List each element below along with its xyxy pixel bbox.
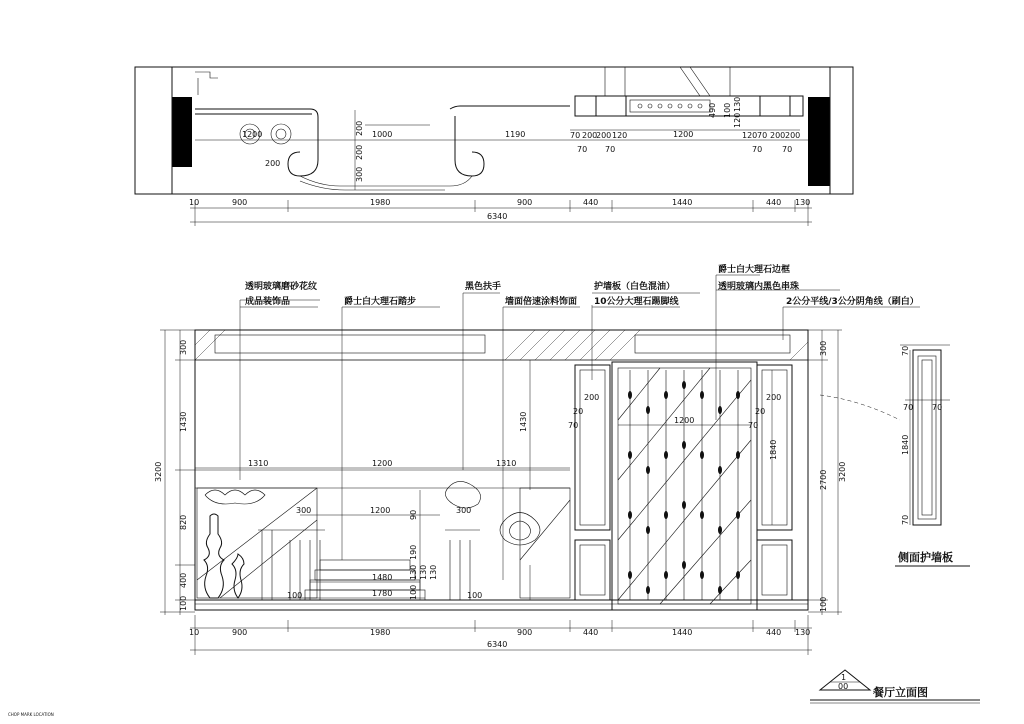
label-marble-frame: 爵士白大理石边框 — [718, 265, 791, 275]
elev-stair-dim: 130 — [409, 564, 418, 580]
plan-bottom-dim: 900 — [517, 198, 533, 207]
elev-inner-dim: 300 — [296, 506, 312, 515]
plan-dim: 100 — [723, 102, 732, 118]
plan-dim: 200 — [770, 131, 786, 140]
plan-bottom-dim: 440 — [583, 198, 599, 207]
side-dim: 70 — [932, 403, 943, 412]
elev-inner-dim: 1780 — [372, 589, 393, 598]
plan-dim: 1200 — [673, 130, 694, 139]
elev-right-total: 3200 — [838, 461, 847, 482]
plan-dim: 490 — [708, 102, 717, 118]
plan-dim: 70 — [577, 145, 588, 154]
elev-inner-dim: 1200 — [372, 459, 393, 468]
elev-inner-dim: 200 — [766, 393, 782, 402]
elev-inner-dim: 70 — [568, 421, 579, 430]
plan-dim: 1190 — [505, 130, 526, 139]
elev-right-dim: 100 — [819, 596, 828, 612]
elev-left-dim: 400 — [179, 572, 188, 588]
plan-right-wall-block — [808, 97, 830, 186]
plan-dot-row — [638, 104, 702, 108]
elev-left-dim: 300 — [179, 339, 188, 355]
right-railing — [445, 481, 481, 600]
elev-stair-dim: 100 — [409, 584, 418, 600]
elev-inner-dim: 1310 — [496, 459, 517, 468]
plan-dim: 70 — [570, 131, 581, 140]
elev-bottom-dim: 900 — [517, 628, 533, 637]
plan-dim: 200 — [785, 131, 801, 140]
side-dim: 70 — [901, 345, 910, 356]
side-title: 侧面护墙板 — [898, 551, 953, 564]
elev-inner-dim: 300 — [456, 506, 472, 515]
plan-bottom-dim: 10 — [189, 198, 200, 207]
plan-bottom-dim: 130 — [795, 198, 811, 207]
plan-dim: 70 — [757, 131, 768, 140]
elev-stair-dim: 130 — [419, 564, 428, 580]
plan-dim: 120 — [612, 131, 628, 140]
side-dim: 1840 — [901, 434, 910, 455]
elev-inner-dim: 1310 — [248, 459, 269, 468]
plan-dim: 130 — [733, 96, 742, 112]
elev-bottom-dim: 1980 — [370, 628, 391, 637]
plan-bottom-dim: 440 — [766, 198, 782, 207]
plan-dim: 120 — [742, 131, 758, 140]
elev-right-dim: 2700 — [819, 469, 828, 490]
elev-left-dim: 820 — [179, 514, 188, 530]
drawing-title: 餐厅立面图 — [873, 686, 928, 699]
plan-dim: 70 — [605, 145, 616, 154]
side-panel-view — [820, 345, 970, 566]
elev-bottom-dim: 10 — [189, 628, 200, 637]
elev-inner-dim: 1200 — [370, 506, 391, 515]
label-glass-beads: 透明玻璃内黑色串珠 — [718, 282, 800, 292]
plan-dim: 120 — [733, 112, 742, 128]
plan-dim: 70 — [782, 145, 793, 154]
title-block — [8, 670, 980, 717]
elev-stair-dim: 190 — [409, 544, 418, 560]
plan-bottom-dim: 900 — [232, 198, 248, 207]
plan-dim: 200 — [582, 131, 598, 140]
elev-bottom-dim: 130 — [795, 628, 811, 637]
elev-inner-dim: 1430 — [519, 411, 528, 432]
label-marble-step: 爵士白大理石踏步 — [344, 297, 417, 307]
elev-inner-dim: 100 — [467, 591, 483, 600]
side-dim: 70 — [901, 514, 910, 525]
corner-note: CHOP MARK LOCATION — [8, 712, 54, 717]
plan-dim: 300 — [355, 166, 364, 182]
label-decor: 成品装饰品 — [245, 297, 291, 307]
label-wainscot: 护墙板（白色混油） — [594, 282, 676, 292]
label-skirting: 10公分大理石踢脚线 — [594, 297, 679, 307]
elev-left-dim: 1430 — [179, 411, 188, 432]
side-dim: 70 — [903, 403, 914, 412]
label-wall-paint: 墙面倍速涂料饰面 — [505, 297, 578, 307]
plan-dim: 1000 — [372, 130, 393, 139]
elevation-view — [154, 263, 920, 655]
label-ceiling-lines: 2公分平线/3公分阴角线（刷白） — [786, 297, 919, 307]
elev-inner-dim: 20 — [755, 407, 766, 416]
elev-inner-dim: 1200 — [674, 416, 695, 425]
elev-inner-dim: 200 — [584, 393, 600, 402]
elev-bottom-dim: 440 — [766, 628, 782, 637]
plan-dim: 200 — [355, 144, 364, 160]
symbol-top: 1 — [841, 673, 847, 682]
plan-dim: 200 — [355, 120, 364, 136]
plan-bottom-dim: 1980 — [370, 198, 391, 207]
plan-left-wall-block — [172, 97, 192, 167]
elev-inner-dim: 1840 — [769, 439, 778, 460]
elev-bottom-dim: 900 — [232, 628, 248, 637]
elev-total-dim: 6340 — [487, 640, 508, 649]
plan-total-dim: 6340 — [487, 212, 508, 221]
elev-inner-dim: 100 — [287, 591, 303, 600]
elev-left-total: 3200 — [154, 461, 163, 482]
elev-right-dim: 300 — [819, 340, 828, 356]
elev-inner-dim: 70 — [748, 421, 759, 430]
plan-dim: 1200 — [242, 130, 263, 139]
plan-view — [135, 67, 853, 226]
elev-inner-dim: 1480 — [372, 573, 393, 582]
symbol-bottom: 00 — [838, 682, 849, 691]
vases — [204, 514, 244, 598]
plan-dim: 200 — [265, 159, 281, 168]
elev-stair-dim: 90 — [409, 509, 418, 520]
elev-bottom-dim: 440 — [583, 628, 599, 637]
elev-inner-dim: 20 — [573, 407, 584, 416]
plan-bottom-dim: 1440 — [672, 198, 693, 207]
plan-dim: 200 — [596, 131, 612, 140]
plan-dim: 70 — [752, 145, 763, 154]
label-glass: 透明玻璃磨砂花纹 — [245, 282, 318, 292]
stair-steps — [305, 560, 425, 600]
elev-bottom-dim: 1440 — [672, 628, 693, 637]
label-handrail: 黑色扶手 — [465, 282, 502, 292]
elev-stair-dim: 130 — [429, 564, 438, 580]
elev-left-dim: 100 — [179, 595, 188, 611]
